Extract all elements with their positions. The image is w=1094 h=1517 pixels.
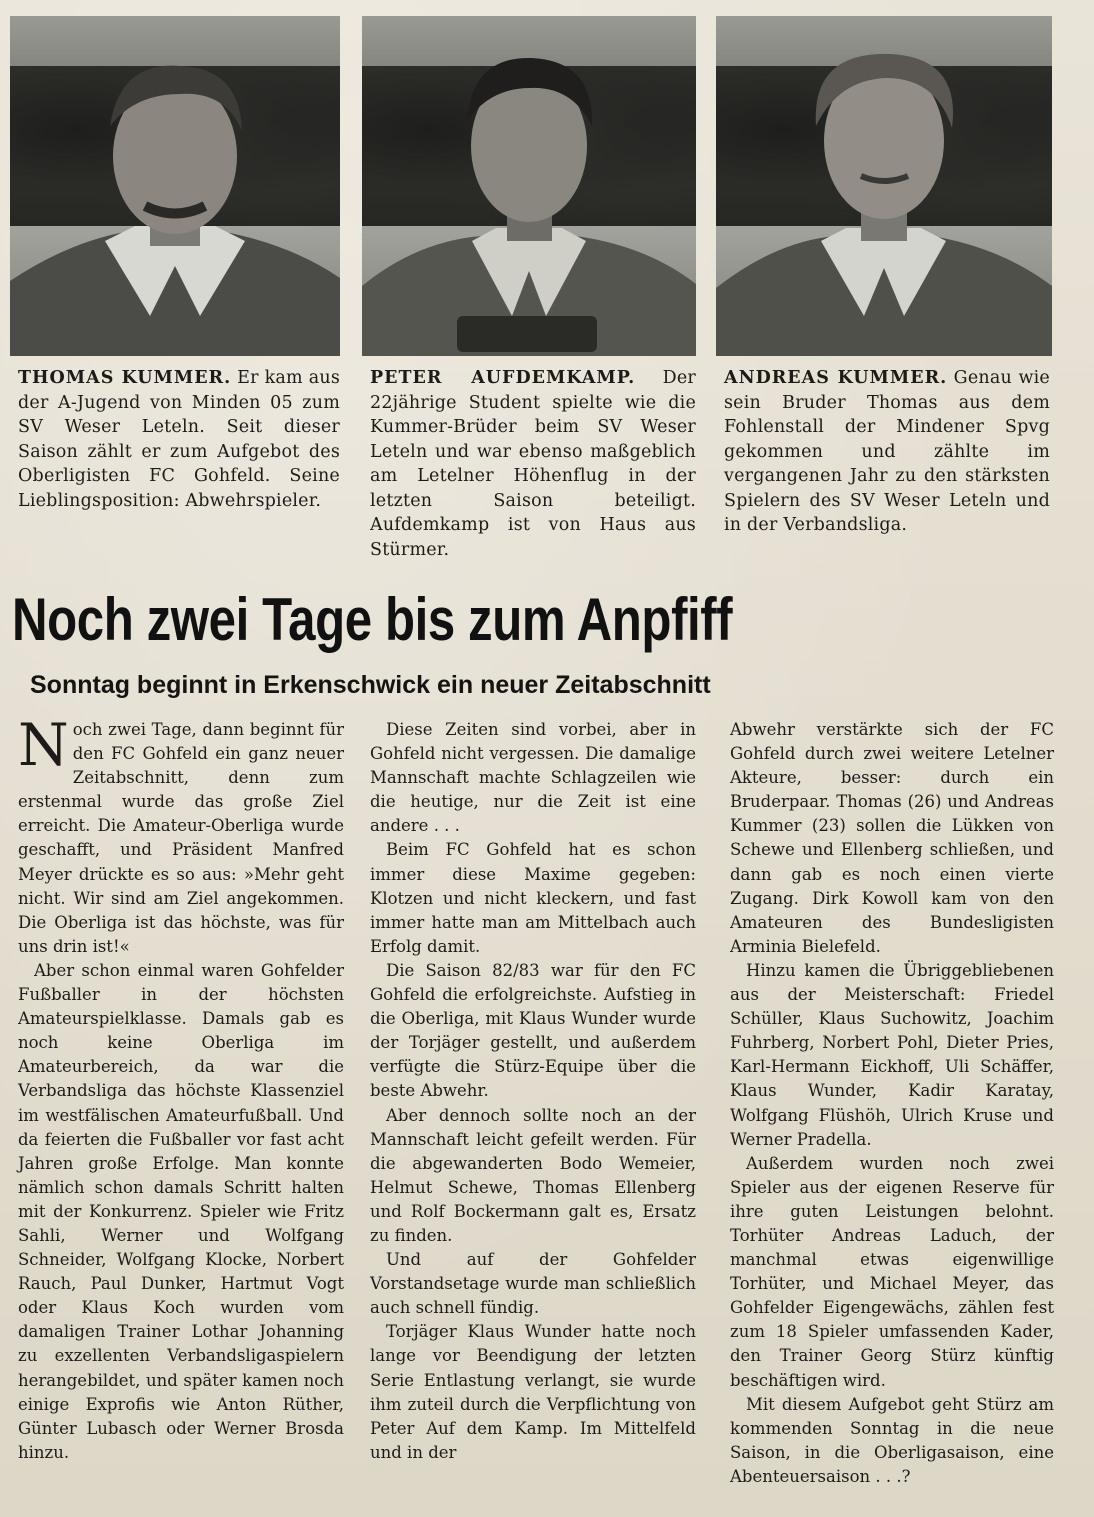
caption-name: THOMAS KUMMER. (18, 368, 232, 388)
photo-thomas-kummer (10, 16, 340, 356)
caption-name: PETER AUFDEMKAMP. (370, 368, 636, 388)
drop-cap: N (18, 711, 69, 779)
caption-text: Genau wie sein Bruder Thomas aus dem Fohlenstall der Mindener Spvg gekommen und zählte im vergangenen Jahr zu den stärksten Spielern des SV Weser Leteln und in der Verbandsliga. (724, 368, 1050, 535)
caption-peter-aufdemkamp (370, 366, 696, 562)
article-paragraph: Aber schon einmal waren Gohfelder Fußballer in der höchsten Amateurspielklasse. Damals gab es noch keine Oberliga im Amateurbereich, da war die Verbandsliga das höchste Klassenziel im westfälischen Amateurfußball. Und da feierten die Fußballer vor fast acht Jahren große Erfolge. Man konnte nämlich schon damals Schritt halten mit der Konkurrenz. Spieler wie Fritz Sahli, Werner und Wolfgang Schneider, Wolfgang Klocke, Norbert Rauch, Paul Dunker, Hartmut Vogt oder Klaus Koch wurden vom damaligen Trainer Lothar Johanning zu exzellenten Verbandsligaspielern herangebildet, und später kamen noch einige Exprofis wie Anton Rüther, Günter Lubasch oder Werner Brosda hinzu. (18, 960, 344, 1462)
subheadline: Sonntag beginnt in Erkenschwick ein neuer Zeitabschnitt (30, 671, 711, 699)
caption-thomas-kummer (18, 366, 340, 513)
article-column-3 (730, 718, 1054, 1489)
article-column-1 (18, 711, 344, 1465)
article-paragraph: Noch zwei Tage, dann beginnt für den FC Gohfeld ein ganz neuer Zeitabschnitt, denn zum erstenmal wurde das große Ziel erreicht. Die Amateur-Oberliga wurde geschafft, und Präsident Manfred Meyer drückte es so aus: »Mehr geht nicht. Wir sind am Ziel angekommen. Die Oberliga ist das höchste, was für uns drin ist!« (18, 711, 344, 956)
caption-text: Der 22jährige Student spielte wie die Kummer-Brüder beim SV Weser Leteln und war ebenso maßgeblich am Letelner Höhenflug in der letzten Saison beteiligt. Aufdemkamp ist von Haus aus Stürmer. (370, 368, 696, 560)
caption-andreas-kummer (724, 366, 1050, 538)
article-paragraph: Die Saison 82/83 war für den FC Gohfeld die erfolgreichste. Aufstieg in die Oberliga, mit Klaus Wunder wurde der Torjäger gestellt, und außerdem verfügte die Stürz-Equipe über die beste Abwehr. (370, 960, 696, 1101)
caption-name: ANDREAS KUMMER. (724, 368, 948, 388)
article-paragraph: Abwehr verstärkte sich der FC Gohfeld durch zwei weitere Letelner Akteure, besser: durch ein Bruderpaar. Thomas (26) und Andreas Kummer (23) sollen die Lükken von Schewe und Ellenberg schließen, und dann gab es noch einen vierte Zugang. Dirk Kowoll kam von den Amateuren des Bundesligisten Arminia Bielefeld. (730, 720, 1054, 956)
article-paragraph: Torjäger Klaus Wunder hatte noch lange vor Beendigung der letzten Serie Entlastung verlangt, sie wurde ihm zuteil durch die Verpflichtung von Peter Auf dem Kamp. Im Mittelfeld und in der (370, 1322, 696, 1462)
article-column-2 (370, 718, 696, 1465)
caption-text: Er kam aus der A-Jugend von Minden 05 zum SV Weser Leteln. Seit dieser Saison zählt er zum Aufgebot des Oberligisten FC Gohfeld. Seine Lieblingsposition: Abwehrspieler. (18, 368, 340, 511)
article-paragraph: Beim FC Gohfeld hat es schon immer diese Maxime gegeben: Klotzen und nicht kleckern, und fast immer hatte man am Mittelbach auch Erfolg damit. (370, 840, 696, 956)
article-paragraph: Hinzu kamen die Übriggebliebenen aus der Meisterschaft: Friedel Schüller, Klaus Suchowitz, Joachim Fuhrberg, Norbert Pohl, Dieter Pries, Karl-Hermann Eickhoff, Uli Schäffer, Klaus Wunder, Kadir Karatay, Wolfgang Flüshöh, Ulrich Kruse und Werner Pradella. (730, 960, 1054, 1149)
article-paragraph: Und auf der Gohfelder Vorstandsetage wurde man schließlich auch schnell fündig. (370, 1250, 696, 1318)
article-paragraph: Diese Zeiten sind vorbei, aber in Gohfeld nicht vergessen. Die damalige Mannschaft machte Schlagzeilen wie die heutige, nur die Zeit ist eine andere . . . (370, 720, 696, 836)
photo-peter-aufdemkamp (362, 16, 696, 356)
headline: Noch zwei Tage bis zum Anpfiff (12, 586, 733, 653)
article-paragraph: Außerdem wurden noch zwei Spieler aus der eigenen Reserve für ihre guten Leistungen belohnt. Torhüter Andreas Laduch, der manchmal etwas eigenwillige Torhüter, und Michael Meyer, das Gohfelder Eigengewächs, zählen fest zum 18 Spieler umfassenden Kader, den Trainer Georg Stürz künftig beschäftigen wird. (730, 1153, 1054, 1390)
article-paragraph: Mit diesem Aufgebot geht Stürz am kommenden Sonntag in die neue Saison, in die Oberligasaison, eine Abenteuersaison . . .? (730, 1394, 1054, 1486)
photo-andreas-kummer (716, 16, 1052, 356)
article-paragraph: Aber dennoch sollte noch an der Mannschaft leicht gefeilt werden. Für die abgewanderten Bodo Wemeier, Helmut Schewe, Thomas Ellenberg und Rolf Bockermann galt es, Ersatz zu finden. (370, 1105, 696, 1245)
